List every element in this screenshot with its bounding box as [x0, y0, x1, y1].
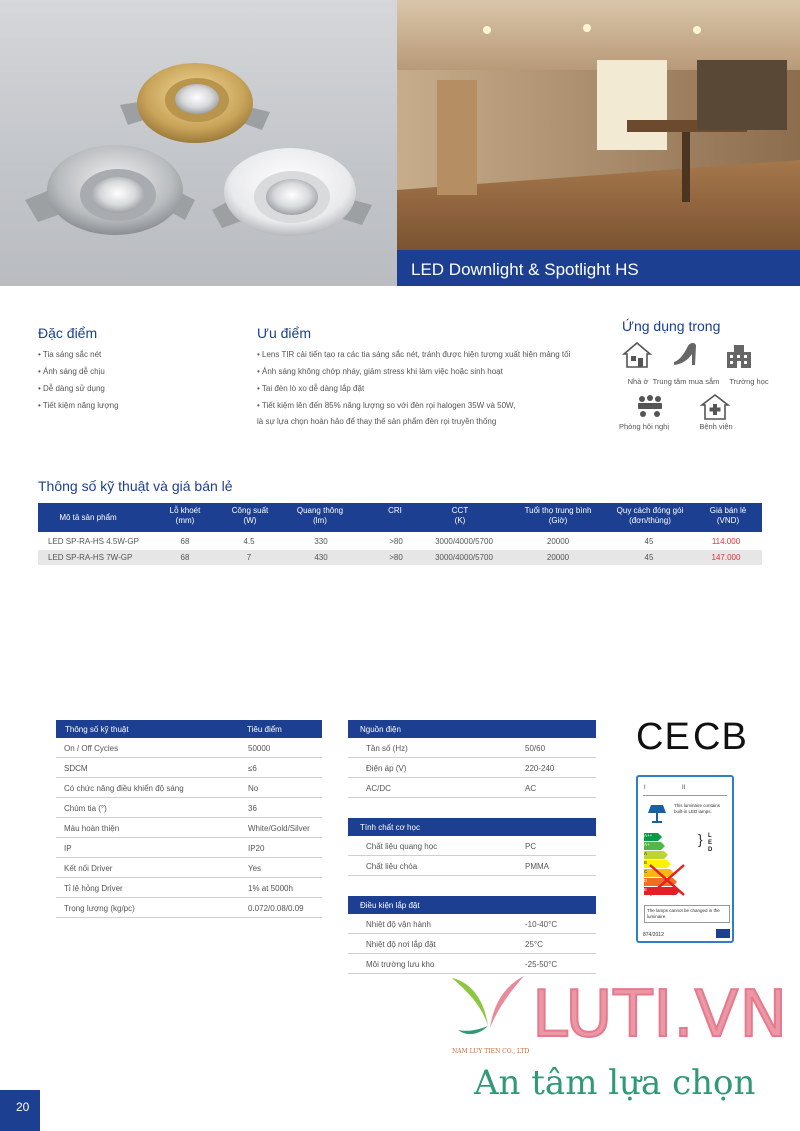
table-row: [56, 878, 322, 898]
th-lumen-unit: (lm): [313, 516, 327, 525]
energy-label-note1: This luminaire contains built-in LED lamps.: [674, 803, 721, 814]
cell-model: LED SP-RA-HS 7W-GP: [48, 553, 133, 562]
cell-cct: 3000/4000/5700: [435, 553, 493, 562]
power-table-header: [348, 720, 596, 738]
table-row: [348, 856, 596, 876]
th-description: Mô tả sản phẩm: [59, 513, 117, 522]
install-value: 25°C: [525, 940, 543, 949]
th-lifetime: Tuổi thọ trung bình: [524, 506, 592, 515]
cell-packing: 45: [644, 553, 654, 562]
features-title: Đặc điểm: [38, 325, 98, 341]
table-row: [56, 758, 322, 778]
th-cct: CCT: [451, 506, 469, 515]
feature-item: • Tia sáng sắc nét: [38, 350, 102, 359]
brace-icon: }: [698, 831, 703, 847]
table-row: [56, 858, 322, 878]
cell-packing: 45: [644, 537, 654, 546]
th-power-unit: (W): [243, 516, 257, 525]
advantage-item: • Lens TIR cải tiến tạo ra các tia sáng sắc nét, tránh được hiện tượng xuất hiện mảng tối: [257, 350, 571, 359]
power-label: Điện áp (V): [366, 764, 407, 773]
applications-title: Ứng dụng trong: [622, 318, 721, 334]
th-price: Giá bán lẻ: [709, 506, 747, 515]
luti-logo-icon: [442, 972, 534, 1053]
optical-value: PMMA: [525, 862, 549, 871]
app-label-conference: Phòng hội nghị: [618, 422, 670, 431]
table-row: [348, 914, 596, 934]
install-table-header: [348, 896, 596, 914]
th-cutout: Lỗ khoét: [169, 506, 201, 515]
power-value: AC: [525, 784, 537, 793]
tech-value: Yes: [248, 864, 262, 873]
tech-label: Trọng lượng (kg/pc): [64, 904, 135, 913]
cell-power: 7: [246, 553, 252, 562]
advantage-item: • Tai đèn lò xo dễ dàng lắp đặt: [257, 384, 365, 393]
table-row: [56, 898, 322, 918]
energy-label-regulation: 874/2012: [643, 932, 664, 938]
company-name: NAM LUY TIEN CO., LTD: [452, 1048, 530, 1055]
th-cri: CRI: [388, 506, 402, 515]
install-value: -25-50°C: [525, 960, 558, 969]
optical-label: Chất liệu quang học: [366, 842, 438, 851]
table-row: [348, 934, 596, 954]
tech-label: IP: [64, 844, 72, 853]
brand-logo-text: LUTI.VN: [532, 978, 789, 1052]
energy-class-label: A++: [644, 833, 653, 838]
th-price-unit: (VND): [716, 516, 740, 525]
energy-class-label: A: [644, 851, 648, 856]
th-cutout-unit: (mm): [175, 516, 195, 525]
cell-cri: >80: [389, 537, 403, 546]
slogan: An tâm lựa chọn: [474, 1063, 756, 1103]
table-row: [348, 738, 596, 758]
tech-label: Có chức năng điều khiển độ sáng: [64, 784, 184, 793]
tech-header-label: Thông số kỹ thuật: [65, 725, 129, 734]
meeting-icon: [635, 392, 665, 422]
tech-value: No: [248, 784, 259, 793]
th-lifetime-unit: (Giờ): [548, 516, 568, 525]
tech-label: Chùm tia (°): [64, 804, 107, 813]
install-header-label: Điều kiện lắp đặt: [360, 901, 420, 910]
optical-label: Chất liệu chóa: [366, 862, 418, 871]
table-row: [56, 838, 322, 858]
energy-label-divider: [643, 795, 727, 796]
th-packing-unit: (đơn/thùng): [629, 516, 671, 525]
tech-label: Màu hoàn thiện: [64, 824, 120, 833]
feature-item: • Ánh sáng dễ chịu: [38, 367, 105, 376]
energy-label: [636, 775, 734, 943]
tech-label: SDCM: [64, 764, 88, 773]
power-header-label: Nguồn điện: [360, 725, 401, 734]
tech-value: 0.072/0.08/0.09: [248, 904, 304, 913]
table-row: [56, 798, 322, 818]
interior-photo: [397, 0, 800, 286]
tech-label: Kết nối Driver: [64, 864, 113, 873]
energy-class-label: B: [644, 860, 648, 865]
energy-class-label: A+: [644, 842, 650, 847]
high-heel-icon: [670, 338, 700, 368]
table-row: [56, 778, 322, 798]
hospital-icon: [700, 392, 730, 422]
product-photo: [0, 0, 397, 286]
lamp-icon: [646, 802, 668, 829]
app-label-home: Nhà ở: [627, 377, 649, 386]
table-row: [56, 818, 322, 838]
tech-value: 36: [248, 804, 257, 813]
table-row: [348, 758, 596, 778]
table-row: [348, 836, 596, 856]
page-number: 20: [0, 1090, 40, 1131]
cell-lifetime: 20000: [546, 553, 570, 562]
install-label: Môi trường lưu kho: [366, 960, 435, 969]
advantage-item: • Tiết kiệm lên đến 85% năng lượng so với đèn rọi halogen 35W và 50W,: [257, 401, 516, 410]
install-value: -10-40°C: [525, 920, 558, 929]
tech-header-value: Tiêu điểm: [247, 725, 282, 734]
install-label: Nhiệt độ nơi lắp đặt: [366, 940, 436, 949]
cell-cutout: 68: [180, 537, 190, 546]
app-label-school: Trường học: [729, 377, 769, 386]
tech-value: White/Gold/Silver: [248, 824, 310, 833]
optical-value: PC: [525, 842, 537, 851]
product-table-title: Thông số kỹ thuật và giá bán lẻ: [38, 478, 233, 494]
cell-cri: >80: [389, 553, 403, 562]
tech-value: ≤6: [248, 764, 257, 773]
app-label-hospital: Bệnh viện: [699, 422, 733, 431]
tech-label: On / Off Cycles: [64, 744, 119, 753]
th-packing: Quy cách đóng gói: [616, 506, 684, 515]
energy-class-bars: [644, 833, 702, 902]
advantage-item: là sự lựa chọn hoàn hảo để thay thế sản phẩm đèn rọi truyền thống: [257, 417, 497, 426]
cell-lifetime: 20000: [546, 537, 570, 546]
cell-lumen: 330: [314, 537, 328, 546]
power-value: 220-240: [525, 764, 555, 773]
led-letter: E: [708, 840, 713, 846]
table-row: [38, 534, 762, 549]
tech-value: 1% at 5000h: [248, 884, 293, 893]
energy-label-top-left: I: [644, 785, 646, 791]
table-row: [38, 550, 762, 565]
optical-table-header: [348, 818, 596, 836]
table-row: [348, 778, 596, 798]
tech-table-header: [56, 720, 322, 738]
energy-label-top-right: II: [682, 785, 686, 791]
energy-label-note2: The lamps cannot be changed in the luminaire.: [644, 905, 730, 923]
table-row: [56, 738, 322, 758]
power-label: Tần số (Hz): [366, 744, 408, 753]
cell-model: LED SP-RA-HS 4.5W-GP: [48, 537, 139, 546]
energy-class-label: C: [644, 869, 648, 874]
advantage-item: • Ánh sáng không chớp nháy, giảm stress khi làm việc hoặc sinh hoạt: [257, 367, 503, 376]
power-value: 50/60: [525, 744, 546, 753]
page-title: LED Downlight & Spotlight HS: [397, 250, 800, 286]
led-letter: L: [708, 833, 712, 839]
th-cct-unit: (K): [454, 516, 466, 525]
tech-label: Tỉ lệ hỏng Driver: [64, 884, 123, 893]
th-lumen: Quang thông: [296, 506, 344, 515]
advantages-title: Ưu điểm: [257, 325, 311, 341]
product-table-header: [38, 503, 762, 532]
feature-item: • Dễ dàng sử dụng: [38, 384, 105, 393]
install-label: Nhiệt độ vận hành: [366, 920, 431, 929]
school-icon: [724, 340, 754, 370]
cb-mark: CB: [693, 716, 748, 758]
optical-header-label: Tính chất cơ học: [360, 823, 420, 832]
cell-cutout: 68: [180, 553, 190, 562]
cell-lumen: 430: [314, 553, 328, 562]
cell-price: 147.000: [711, 553, 741, 562]
led-letter: D: [708, 847, 713, 853]
cell-price: 114.000: [711, 537, 741, 546]
table-row: [348, 954, 596, 974]
tech-value: 50000: [248, 744, 271, 753]
cell-cct: 3000/4000/5700: [435, 537, 493, 546]
power-label: AC/DC: [366, 784, 391, 793]
th-power: Công suất: [231, 506, 269, 515]
tech-value: IP20: [248, 844, 265, 853]
cell-power: 4.5: [243, 537, 255, 546]
house-icon: [622, 340, 652, 370]
app-label-mall: Trung tâm mua sắm: [652, 377, 720, 386]
eu-flag-icon: [716, 929, 730, 938]
energy-class-label: E: [644, 887, 648, 892]
energy-class-label: D: [644, 878, 648, 883]
feature-item: • Tiết kiệm năng lượng: [38, 401, 119, 410]
ce-mark: CE: [636, 716, 691, 758]
